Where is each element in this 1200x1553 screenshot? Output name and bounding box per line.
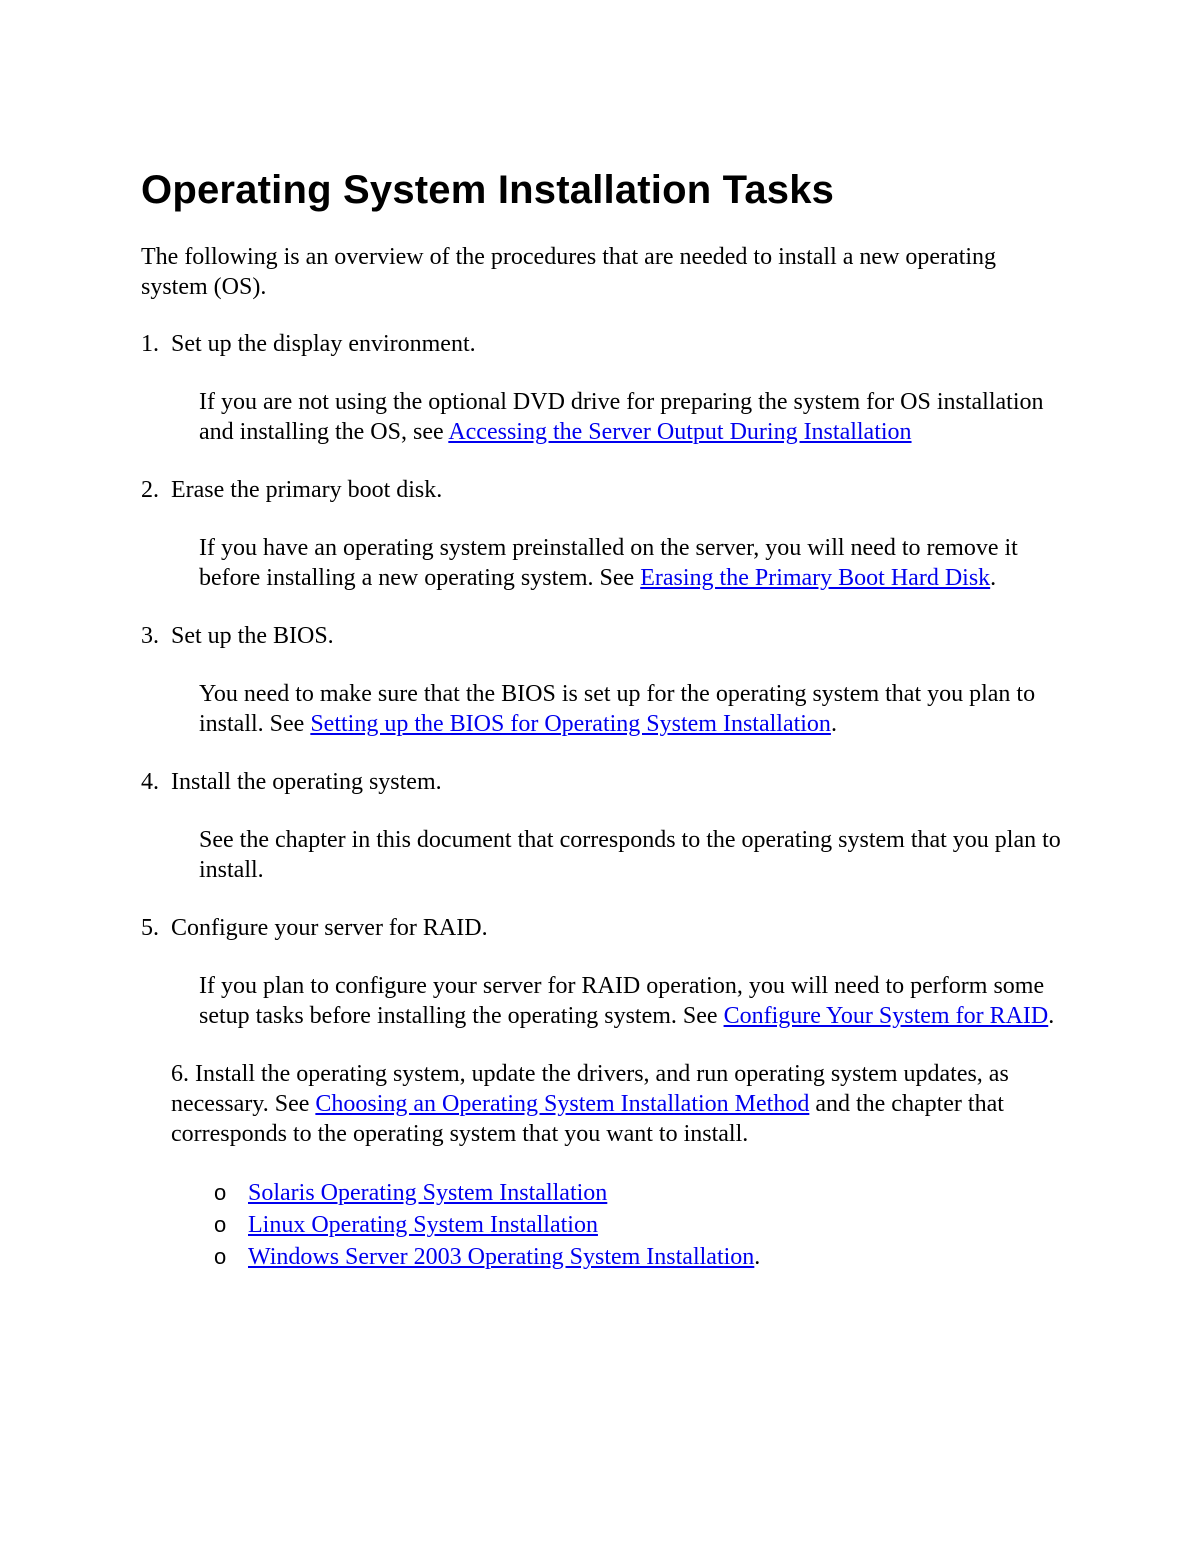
list-item	[214, 1241, 1061, 1273]
step-heading	[141, 475, 1061, 505]
circle-bullet-icon: o	[214, 1212, 227, 1237]
step-heading-text: Configure your server for RAID.	[171, 915, 488, 941]
step-text: See the chapter in this document that corresponds to the operating system that you plan to install.	[199, 827, 1061, 883]
step-heading-text: Install the operating system.	[171, 769, 442, 795]
link-choosing-install-method[interactable]: Choosing an Operating System Installation Method	[315, 1091, 810, 1117]
step-text: If you have an operating system preinstalled on the server, you will need to remove it before installing a new operating system. See	[199, 535, 1018, 591]
document-page	[141, 166, 1061, 1273]
step-text-after: .	[990, 565, 997, 591]
step-number: 4.	[141, 769, 159, 795]
list-item	[214, 1209, 1061, 1241]
step-text-after: .	[830, 711, 837, 737]
intro-paragraph: The following is an overview of the procedures that are needed to install a new operating system (OS).	[141, 244, 997, 300]
step-heading	[141, 913, 1061, 943]
list-item-suffix: .	[754, 1244, 761, 1270]
step-6	[141, 1059, 1061, 1149]
step-text: You need to make sure that the BIOS is set up for the operating system that you plan to install. See	[199, 681, 1036, 737]
step-number: 1.	[141, 331, 159, 357]
step-number: 2.	[141, 477, 159, 503]
step-number: 3.	[141, 623, 159, 649]
os-installation-list	[141, 1177, 1061, 1273]
link-solaris-install[interactable]: Solaris Operating System Installation	[248, 1180, 608, 1206]
step-heading-text: Erase the primary boot disk.	[171, 477, 443, 503]
step-text-after: and the chapter that corresponds to the operating system that you want to install.	[171, 1091, 1004, 1147]
step-2	[141, 475, 1061, 593]
step-text: 6. Install the operating system, update the drivers, and run operating system updates, as necessary. See	[171, 1061, 1009, 1117]
step-text-after: .	[1048, 1003, 1055, 1029]
list-item	[214, 1177, 1061, 1209]
step-number: 5.	[141, 915, 159, 941]
link-erasing-primary-boot-disk[interactable]: Erasing the Primary Boot Hard Disk	[640, 565, 991, 591]
step-heading	[141, 767, 1061, 797]
step-description	[171, 533, 1061, 593]
step-description	[171, 971, 1061, 1031]
step-heading	[141, 329, 1061, 359]
step-description	[171, 679, 1061, 739]
circle-bullet-icon: o	[214, 1244, 227, 1269]
link-windows-install[interactable]: Windows Server 2003 Operating System Installation	[248, 1244, 755, 1270]
step-4	[141, 767, 1061, 885]
page-title: Operating System Installation Tasks	[141, 168, 835, 212]
step-1	[141, 329, 1061, 447]
step-text: If you are not using the optional DVD drive for preparing the system for OS installation and installing the OS, see	[199, 389, 1044, 445]
step-5	[141, 913, 1061, 1031]
step-description	[171, 387, 1061, 447]
step-description	[171, 825, 1061, 885]
circle-bullet-icon: o	[214, 1180, 227, 1205]
link-linux-install[interactable]: Linux Operating System Installation	[248, 1212, 598, 1238]
link-setting-up-bios[interactable]: Setting up the BIOS for Operating System Installation	[310, 711, 831, 737]
link-accessing-server-output[interactable]: Accessing the Server Output During Installation	[448, 419, 912, 445]
link-configure-raid[interactable]: Configure Your System for RAID	[723, 1003, 1049, 1029]
step-heading-text: Set up the display environment.	[171, 331, 476, 357]
step-heading	[141, 621, 1061, 651]
step-3	[141, 621, 1061, 739]
step-heading-text: Set up the BIOS.	[171, 623, 334, 649]
step-text: If you plan to configure your server for RAID operation, you will need to perform some setup tasks before installing the operating system. See	[199, 973, 1045, 1029]
